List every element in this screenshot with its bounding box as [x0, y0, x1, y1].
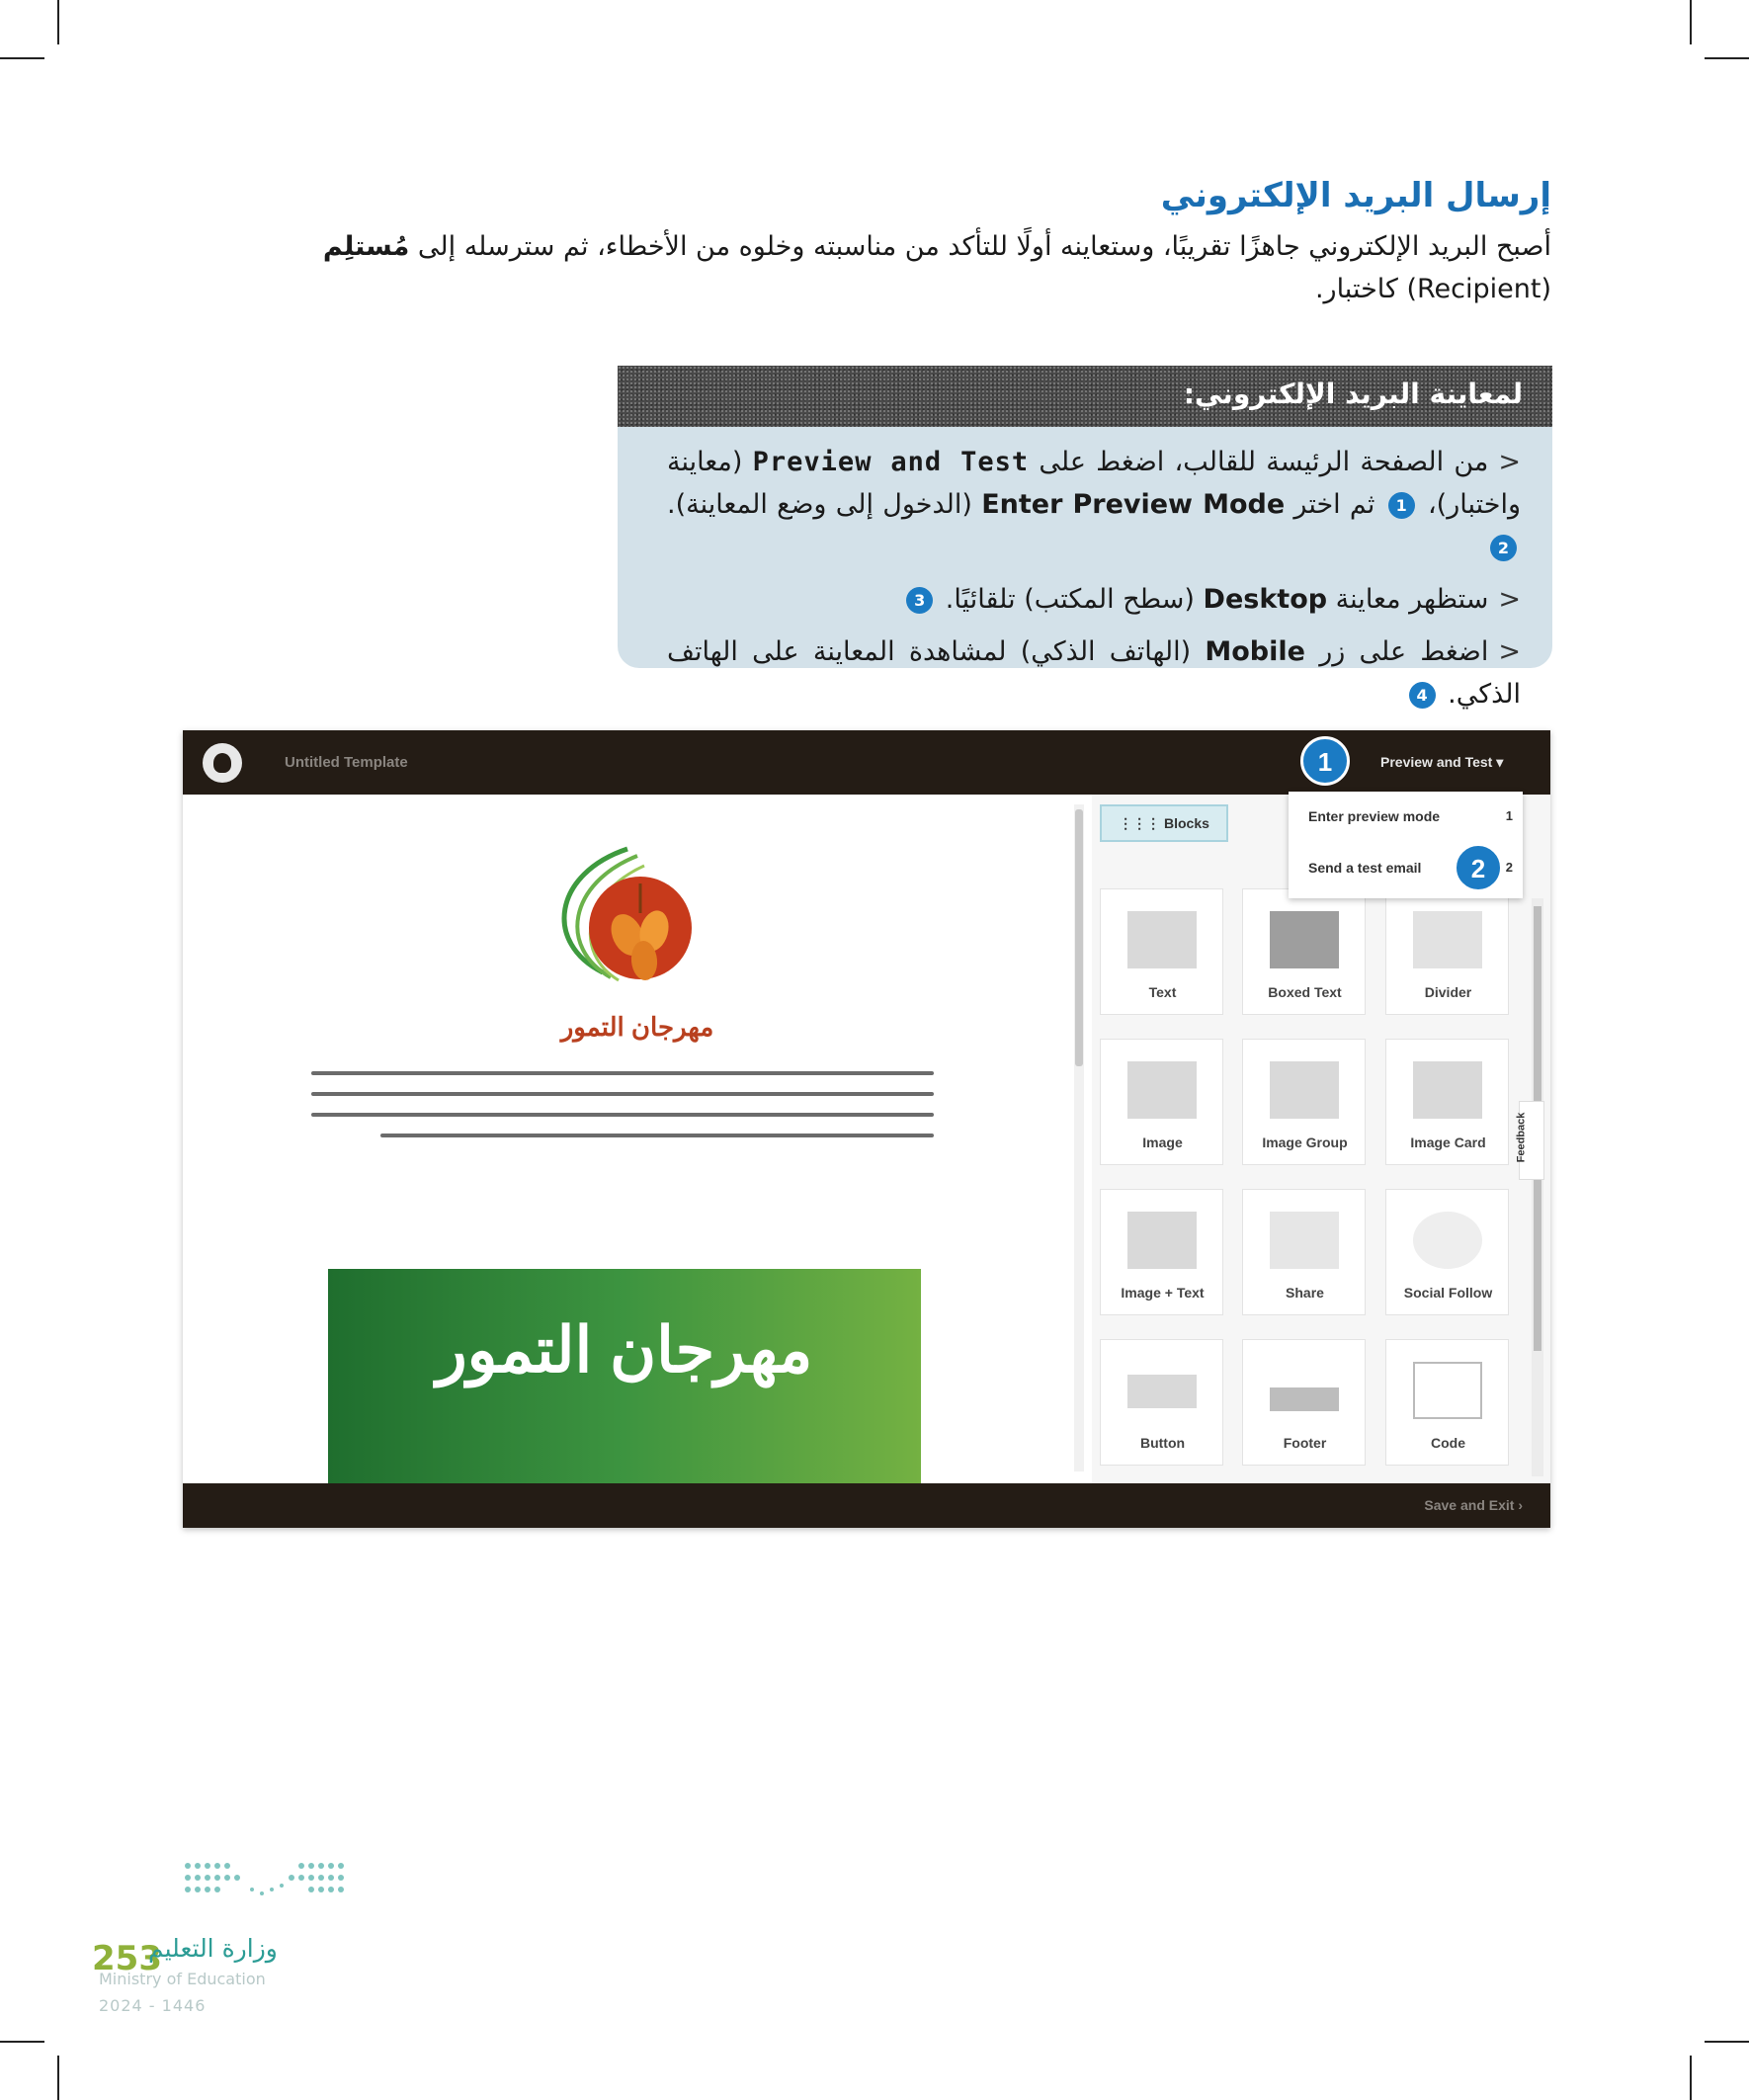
tab-blocks[interactable]: [1100, 804, 1228, 842]
tip-title: لمعاينة البريد الإلكتروني:: [618, 366, 1552, 427]
tip-steps: [618, 427, 1552, 715]
canvas-scrollbar[interactable]: [1074, 804, 1084, 1471]
section-heading: إرسال البريد الإلكتروني: [1160, 176, 1551, 215]
menu-item-enter-preview-mode[interactable]: [1289, 792, 1523, 843]
step-term-preview-test: Preview and Test: [752, 447, 1030, 477]
boxed-text-block-icon: [1270, 911, 1339, 968]
editor-screenshot: [183, 730, 1550, 1528]
text-block-icon: [1127, 911, 1197, 968]
social-follow-block-icon: [1413, 1212, 1482, 1269]
feedback-tab[interactable]: [1515, 1101, 1544, 1180]
step-term-desktop: Desktop: [1203, 584, 1328, 615]
image-card-block-icon: [1413, 1061, 1482, 1119]
block-tile-label: Image: [1142, 1134, 1183, 1150]
step-text: ستظهر معاينة: [1327, 584, 1489, 615]
save-and-exit-button[interactable]: [1424, 1497, 1523, 1513]
block-tile-code[interactable]: [1385, 1339, 1509, 1466]
step-term-mobile: Mobile: [1205, 636, 1305, 667]
block-tile-label: Code: [1431, 1435, 1465, 1451]
step-text: (الهاتف الذكي) لمشاهدة المعاينة على الهاتف الذكي.: [667, 636, 1521, 710]
menu-item-shortcut: 2: [1505, 860, 1513, 875]
intro-paragraph: [198, 225, 1551, 310]
step-number-badge: 4: [1409, 682, 1436, 709]
intro-bold-term: مُستلِم: [322, 231, 410, 262]
festival-name: مهرجان التمور: [560, 1012, 714, 1042]
block-tile-text[interactable]: [1100, 888, 1223, 1015]
block-tile-button[interactable]: [1100, 1339, 1223, 1466]
crop-mark: [1705, 57, 1749, 59]
block-tile-label: Boxed Text: [1268, 984, 1342, 1000]
block-tile-label: Image Group: [1262, 1134, 1348, 1150]
image-block-icon: [1127, 1061, 1197, 1119]
code-block-icon: [1413, 1362, 1482, 1419]
share-block-icon: [1270, 1212, 1339, 1269]
festival-banner: [328, 1269, 921, 1483]
image-text-block-icon: [1127, 1212, 1197, 1269]
mailchimp-logo-icon[interactable]: [203, 743, 242, 783]
step-text: (الدخول إلى وضع المعاينة).: [667, 489, 982, 520]
intro-text-end: (Recipient) كاختبار.: [1314, 274, 1551, 304]
block-tile-image-card[interactable]: [1385, 1039, 1509, 1165]
block-tile-image-text[interactable]: [1100, 1189, 1223, 1315]
intro-text: أصبح البريد الإلكتروني جاهزًا تقريبًا، وستعاينه أولًا للتأكد من مناسبته وخلوه من الأخطاء، ثم سترسله إلى: [409, 231, 1551, 262]
menu-item-shortcut: 1: [1505, 808, 1513, 823]
block-tile-label: Social Follow: [1403, 1285, 1493, 1301]
block-tile-label: Image + Text: [1121, 1285, 1205, 1301]
menu-item-label: Enter preview mode: [1308, 808, 1441, 824]
callout-badge-2: 2: [1454, 843, 1503, 892]
block-tile-label: Image Card: [1410, 1134, 1486, 1150]
step-text: (معاينة واختبار)،: [667, 447, 1521, 520]
tip-step-3: [667, 630, 1521, 715]
crop-mark: [57, 0, 59, 44]
divider-block-icon: [1413, 911, 1482, 968]
ministry-logo-icon: [183, 1858, 351, 1917]
sidebar-scrollbar[interactable]: [1532, 898, 1543, 1476]
crop-mark: [1690, 2056, 1692, 2100]
block-tile-social-follow[interactable]: [1385, 1189, 1509, 1315]
block-tile-image-group[interactable]: [1242, 1039, 1366, 1165]
crop-mark: [0, 2041, 44, 2043]
block-tile-label: Button: [1139, 1435, 1186, 1451]
callout-badge-1: 1: [1300, 736, 1350, 786]
block-tile-label: Footer: [1283, 1435, 1327, 1451]
step-number-badge: 2: [1490, 535, 1517, 561]
scrollbar-thumb[interactable]: [1075, 809, 1083, 1066]
step-text: (سطح المكتب) تلقائيًا.: [937, 584, 1204, 615]
preview-and-test-button[interactable]: [1380, 754, 1503, 771]
crop-mark: [1705, 2041, 1749, 2043]
crop-mark: [57, 2056, 59, 2100]
feedback-label: Feedback: [1515, 1112, 1528, 1163]
step-number-badge: 3: [906, 587, 933, 614]
ministry-name-english: Ministry of Education: [99, 1970, 266, 1988]
date-festival-logo-icon: [534, 844, 711, 1002]
tip-step-2: [667, 578, 1521, 621]
step-text: من الصفحة الرئيسة للقالب، اضغط على: [1029, 447, 1489, 477]
grid-icon: ⋮⋮⋮: [1119, 815, 1161, 831]
step-number-badge: 1: [1388, 492, 1415, 519]
block-tile-divider[interactable]: [1385, 888, 1509, 1015]
tab-blocks-label: Blocks: [1163, 815, 1209, 831]
ministry-name-arabic: وزارة التعليم: [148, 1934, 278, 1963]
block-tile-share[interactable]: [1242, 1189, 1366, 1315]
crop-mark: [0, 57, 44, 59]
save-and-exit-label: Save and Exit: [1424, 1497, 1515, 1513]
block-tile-label: Share: [1286, 1285, 1324, 1301]
step-text: ثم اختر: [1285, 489, 1384, 520]
step-term-enter-preview: Enter Preview Mode: [981, 489, 1286, 520]
tip-box: [618, 366, 1552, 710]
footer-block-icon: [1270, 1387, 1339, 1411]
editor-bottom-bar: [183, 1483, 1550, 1528]
button-block-icon: [1127, 1375, 1197, 1408]
block-tile-image[interactable]: [1100, 1039, 1223, 1165]
block-tile-label: Text: [1148, 984, 1177, 1000]
page-number: 253: [92, 1939, 162, 1978]
crop-mark: [1690, 0, 1692, 44]
email-preview-canvas[interactable]: [183, 795, 1072, 1483]
block-tile-label: Divider: [1424, 984, 1472, 1000]
template-title[interactable]: Untitled Template: [285, 754, 408, 771]
image-group-block-icon: [1270, 1061, 1339, 1119]
chevron-right-icon: ›: [1518, 1497, 1523, 1513]
block-tile-footer[interactable]: [1242, 1339, 1366, 1466]
tip-step-1: [667, 441, 1521, 568]
chevron-down-icon: ▾: [1496, 754, 1504, 770]
preview-and-test-label: Preview and Test: [1380, 754, 1493, 770]
banner-text: مهرجان التمور: [436, 1314, 813, 1386]
edition-year: 2024 - 1446: [99, 1996, 207, 2015]
menu-item-label: Send a test email: [1308, 860, 1422, 876]
block-tile-boxed-text[interactable]: [1242, 888, 1366, 1015]
festival-description-lines: [311, 1071, 954, 1154]
step-text: اضغط على زر: [1304, 636, 1489, 667]
